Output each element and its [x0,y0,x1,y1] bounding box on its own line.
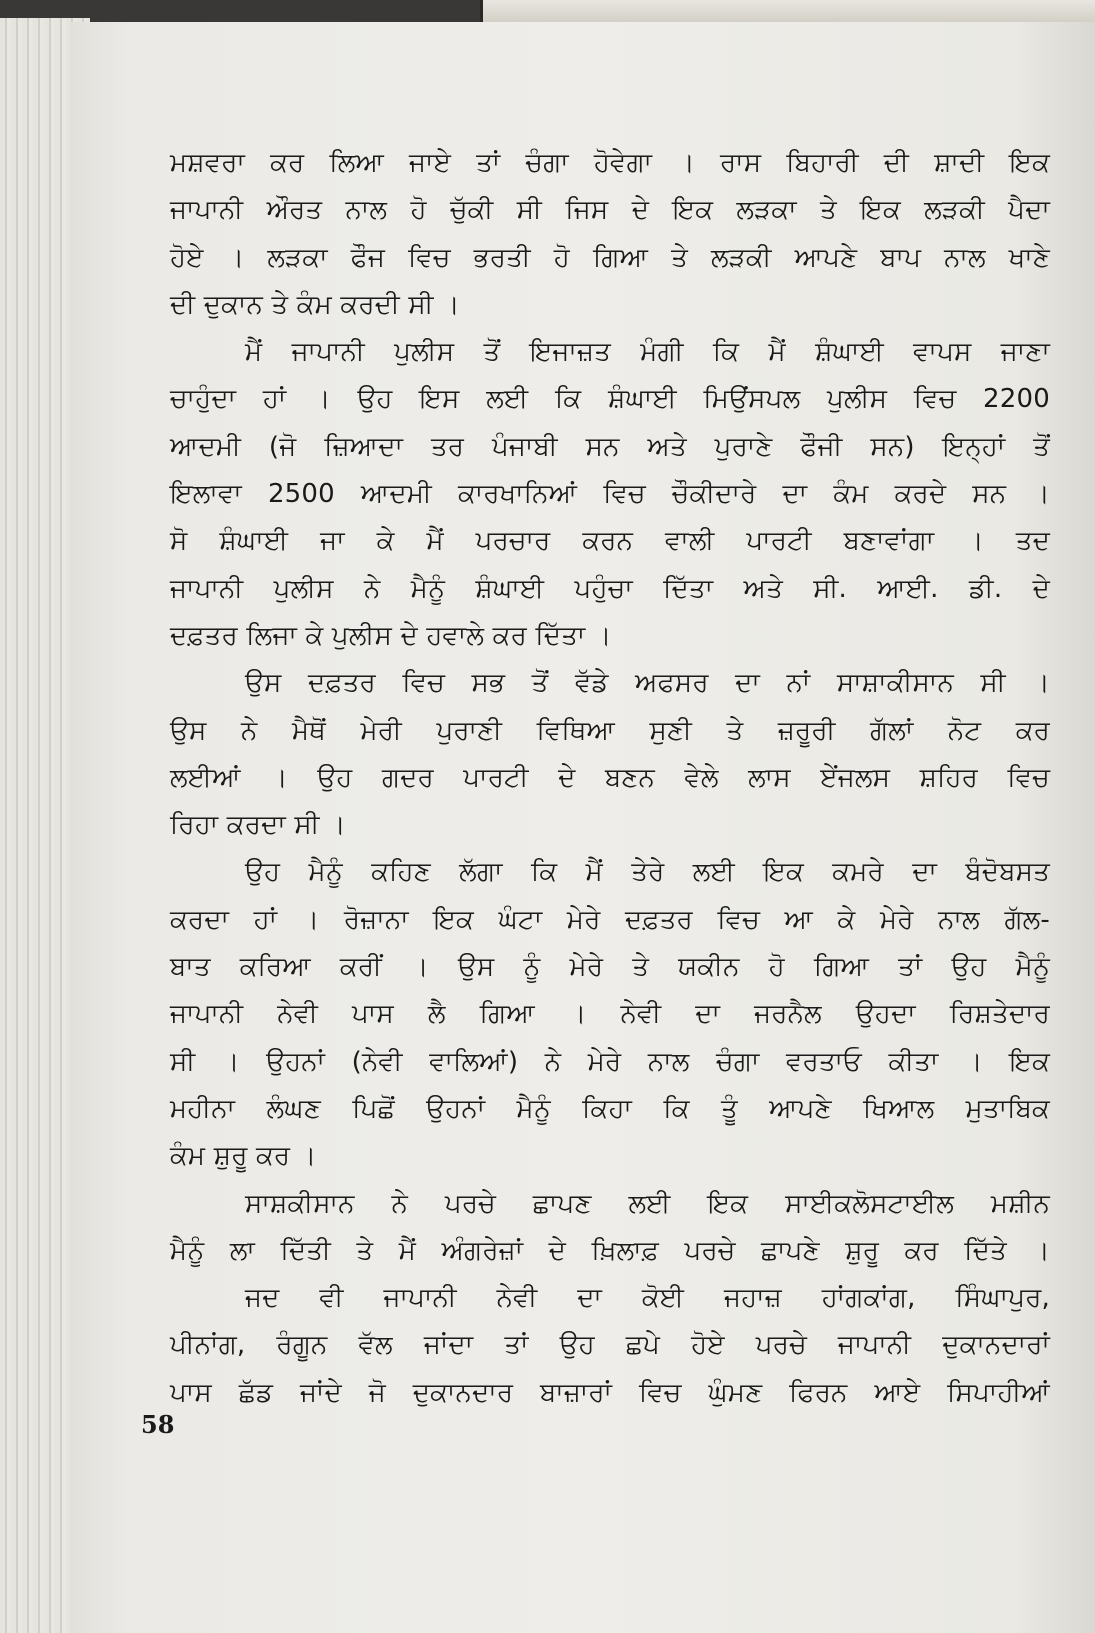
text-line: ਜਾਪਾਨੀ ਔਰਤ ਨਾਲ ਹੋ ਚੁੱਕੀ ਸੀ ਜਿਸ ਦੇ ਇਕ ਲੜਕਾ ਤੇ ਇਕ ਲੜਕੀ ਪੈਦਾ [170,195,1050,226]
text-line: ਕੰਮ ਸ਼ੁਰੂ ਕਰ । [170,1141,317,1172]
text-line: ਉਹ ਮੈਨੂੰ ਕਹਿਣ ਲੱਗਾ ਕਿ ਮੈਂ ਤੇਰੇ ਲਈ ਇਕ ਕਮਰੇ ਦਾ ਬੰਦੋਬਸਤ [245,857,1050,888]
text-line: ਸਾਸ਼ਕੀਸਾਨ ਨੇ ਪਰਚੇ ਛਾਪਣ ਲਈ ਇਕ ਸਾਈਕਲੋਸਟਾਈਲ ਮਸ਼ੀਨ [245,1188,1050,1219]
text-line: ਬਾਤ ਕਰਿਆ ਕਰੀਂ । ਉਸ ਨੂੰ ਮੇਰੇ ਤੇ ਯਕੀਨ ਹੋ ਗਿਆ ਤਾਂ ਉਹ ਮੈਨੂੰ [170,952,1050,983]
text-line: ਮਹੀਨਾ ਲੰਘਣ ਪਿਛੋਂ ਉਹਨਾਂ ਮੈਨੂੰ ਕਿਹਾ ਕਿ ਤੂੰ ਆਪਣੇ ਖਿਆਲ ਮੁਤਾਬਿਕ [170,1093,1050,1124]
text-line: ਲਈਆਂ । ਉਹ ਗਦਰ ਪਾਰਟੀ ਦੇ ਬਣਨ ਵੇਲੇ ਲਾਸ ਏਂਜਲਸ ਸ਼ਹਿਰ ਵਿਚ [170,762,1050,793]
text-line: ਮਸ਼ਵਰਾ ਕਰ ਲਿਆ ਜਾਏ ਤਾਂ ਚੰਗਾ ਹੋਵੇਗਾ । ਰਾਸ ਬਿਹਾਰੀ ਦੀ ਸ਼ਾਦੀ ਇਕ [170,148,1050,178]
text-line: ਦਫ਼ਤਰ ਲਿਜਾ ਕੇ ਪੁਲੀਸ ਦੇ ਹਵਾਲੇ ਕਰ ਦਿੱਤਾ । [170,620,612,651]
text-line: ਜਾਪਾਨੀ ਨੇਵੀ ਪਾਸ ਲੈ ਗਿਆ । ਨੇਵੀ ਦਾ ਜਰਨੈਲ ਉਹਦਾ ਰਿਸ਼ਤੇਦਾਰ [170,999,1050,1030]
text-line: ਮੈਂ ਜਾਪਾਨੀ ਪੁਲੀਸ ਤੋਂ ਇਜਾਜ਼ਤ ਮੰਗੀ ਕਿ ਮੈਂ ਸ਼ੰਘਾਈ ਵਾਪਸ ਜਾਣਾ [245,337,1050,368]
text-line: ਸੋ ਸ਼ੰਘਾਈ ਜਾ ਕੇ ਮੈਂ ਪਰਚਾਰ ਕਰਨ ਵਾਲੀ ਪਾਰਟੀ ਬਣਾਵਾਂਗਾ । ਤਦ [170,526,1050,557]
text-line: ਮੈਨੂੰ ਲਾ ਦਿੱਤੀ ਤੇ ਮੈਂ ਅੰਗਰੇਜ਼ਾਂ ਦੇ ਖ਼ਿਲਾਫ਼ ਪਰਚੇ ਛਾਪਣੇ ਸ਼ੁਰੂ ਕਰ ਦਿੱਤੇ । [170,1235,1050,1266]
text-line: ਜਾਪਾਨੀ ਪੁਲੀਸ ਨੇ ਮੈਨੂੰ ਸ਼ੰਘਾਈ ਪਹੁੰਚਾ ਦਿੱਤਾ ਅਤੇ ਸੀ. ਆਈ. ਡੀ. ਦੇ [170,573,1050,604]
text-line: ਦੀ ਦੁਕਾਨ ਤੇ ਕੰਮ ਕਰਦੀ ਸੀ । [170,289,460,320]
text-line: ਉਸ ਨੇ ਮੈਥੋਂ ਮੇਰੀ ਪੁਰਾਣੀ ਵਿਥਿਆ ਸੁਣੀ ਤੇ ਜ਼ਰੂਰੀ ਗੱਲਾਂ ਨੋਟ ਕਰ [170,715,1050,746]
text-line: ਪਾਸ ਛੱਡ ਜਾਂਦੇ ਜੋ ਦੁਕਾਨਦਾਰ ਬਾਜ਼ਾਰਾਂ ਵਿਚ ਘੁੰਮਣ ਫਿਰਨ ਆਏ ਸਿਪਾਹੀਆਂ [170,1377,1050,1408]
text-line: ਆਦਮੀ (ਜੋ ਜ਼ਿਆਦਾ ਤਰ ਪੰਜਾਬੀ ਸਨ ਅਤੇ ਪੁਰਾਣੇ ਫੌਜੀ ਸਨ) ਇਨ੍ਹਾਂ ਤੋਂ [170,431,1050,462]
text-line: ਰਿਹਾ ਕਰਦਾ ਸੀ । [170,810,346,841]
text-line: ਕਰਦਾ ਹਾਂ । ਰੋਜ਼ਾਨਾ ਇਕ ਘੰਟਾ ਮੇਰੇ ਦਫ਼ਤਰ ਵਿਚ ਆ ਕੇ ਮੇਰੇ ਨਾਲ ਗੱਲ- [170,904,1050,935]
text-line: ਇਲਾਵਾ 2500 ਆਦਮੀ ਕਾਰਖਾਨਿਆਂ ਵਿਚ ਚੌਕੀਦਾਰੇ ਦਾ ਕੰਮ ਕਰਦੇ ਸਨ । [170,479,1050,510]
text-line: ਉਸ ਦਫ਼ਤਰ ਵਿਚ ਸਭ ਤੋਂ ਵੱਡੇ ਅਫਸਰ ਦਾ ਨਾਂ ਸਾਸ਼ਾਕੀਸਾਨ ਸੀ । [245,668,1050,699]
text-line: ਸੀ । ਉਹਨਾਂ (ਨੇਵੀ ਵਾਲਿਆਂ) ਨੇ ਮੇਰੇ ਨਾਲ ਚੰਗਾ ਵਰਤਾਓ ਕੀਤਾ । ਇਕ [170,1046,1050,1077]
body-text [170,140,1050,1417]
text-line: ਜਦ ਵੀ ਜਾਪਾਨੀ ਨੇਵੀ ਦਾ ਕੋਈ ਜਹਾਜ਼ ਹਾਂਗਕਾਂਗ, ਸਿੰਘਾਪੁਰ, [245,1283,1050,1314]
page-number: 58 [141,1410,175,1439]
text-line: ਹੋਏ । ਲੜਕਾ ਫੌਜ ਵਿਚ ਭਰਤੀ ਹੋ ਗਿਆ ਤੇ ਲੜਕੀ ਆਪਣੇ ਬਾਪ ਨਾਲ ਖਾਣੇ [170,242,1050,273]
text-line: ਪੀਨਾਂਗ, ਰੰਗੂਨ ਵੱਲ ਜਾਂਦਾ ਤਾਂ ਉਹ ਛਪੇ ਹੋਏ ਪਰਚੇ ਜਾਪਾਨੀ ਦੁਕਾਨਦਾਰਾਂ [170,1330,1050,1361]
book-page [70,22,1095,1633]
text-line: ਚਾਹੁੰਦਾ ਹਾਂ । ਉਹ ਇਸ ਲਈ ਕਿ ਸ਼ੰਘਾਈ ਮਿਉਂਸਪਲ ਪੁਲੀਸ ਵਿਚ 2200 [170,384,1050,415]
